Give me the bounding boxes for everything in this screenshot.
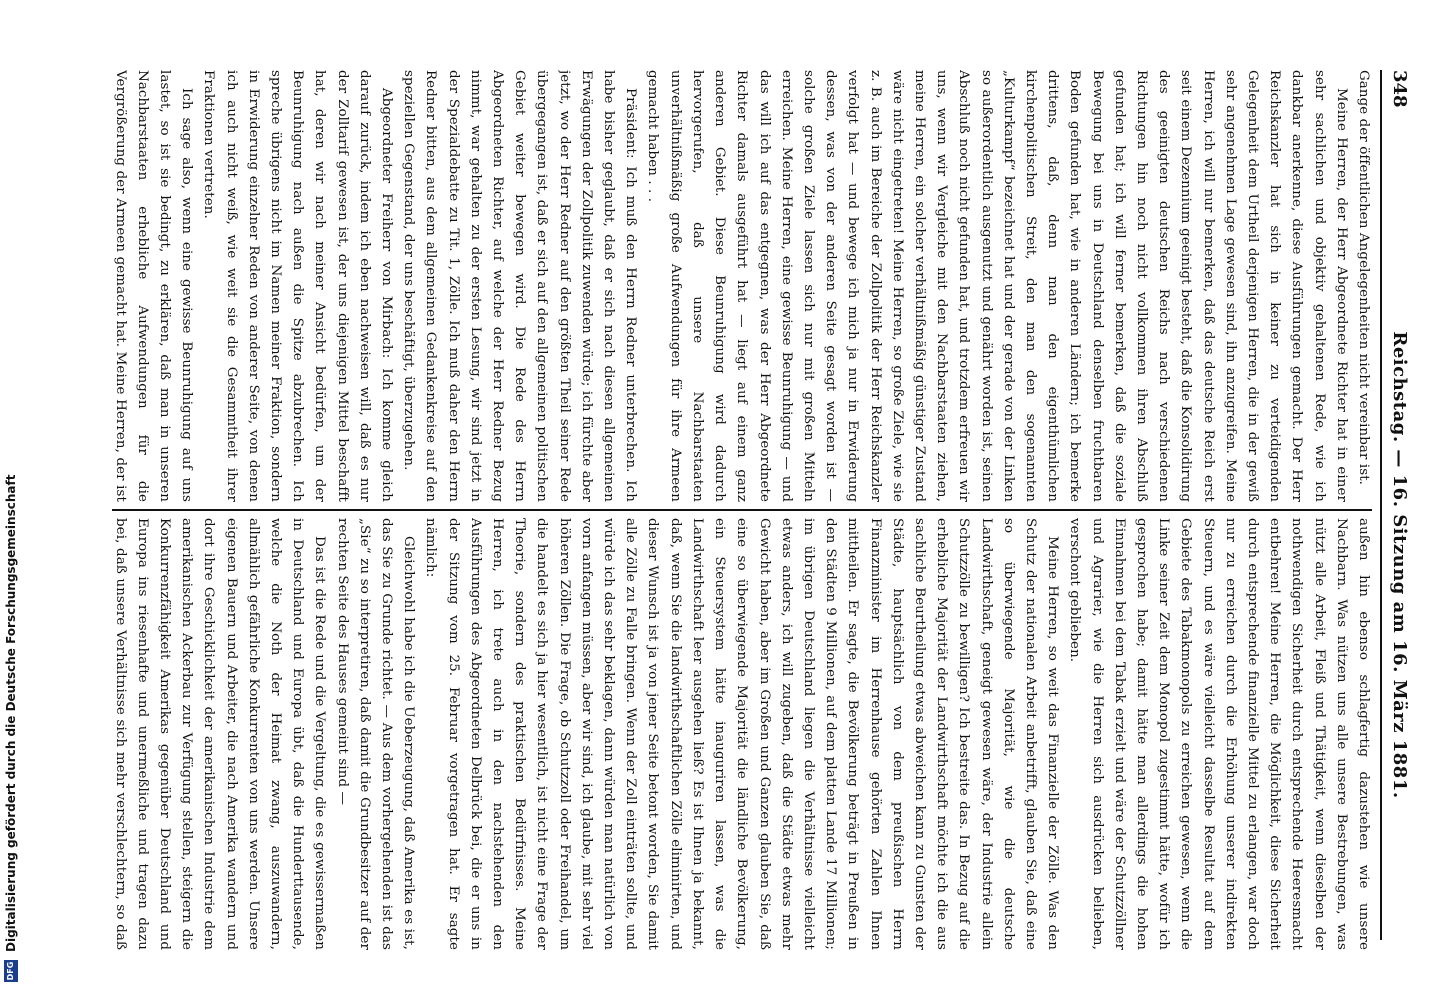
paragraph: außen hin ebenso schlagfertig dazustehen wie unsere Nachbarn. Was nützen uns alle unsere Bestrebungen, was nützt alle Arbeit, Fleiß und Thätigkeit, wenn dieselben der nothwendigen Sicherheit durch entsprechende Heeresmacht entbehren! Meine Herren, die Möglichkeit, diese Sicherheit durch entsprechende finanzielle Mittel zu erlangen, war doch nur zu erreichen durch die Erhöhung unserer indirekten Steuern, und es wäre vielleicht dasselbe Resultat auf dem Gebiete des Tabakmonopols zu erreichen gewesen, wenn die Linke seiner Zeit dem Monopol zugestimmt hätte, wofür ich gesprochen habe; damit hätte man allerdings die hohen Einnahmen bei dem Tabak erzielt und wäre der Schutzzöllner und Agrarier, wie die Herren sich ausdrücken belieben, verschont geblieben. bbox=[1067, 518, 1371, 950]
page-number: 348 bbox=[1389, 70, 1411, 108]
column-divider bbox=[112, 509, 1372, 511]
paragraph: Präsident: Ich muß den Herrn Redner unterbrechen. Ich habe bisher geglaubt, daß er sich nach diesen allgemeinen Erwägungen der Zollpolitik zuwenden würde; ich fürchte aber jetzt, wo der Herr Redner auf den größten Theil seiner Rede übergegangen ist, daß er sich auf den allgemeinen politischen Gebiet weiter bewegen wird. Die Rede des Herrn Abgeordneten Richter, auf welche der Herr Redner Bezug nimmt, war gehalten zu der ersten Lesung, wir sind jetzt in der Spezialdebatte zu Tit. 1, Zölle. Ich muß daher den Herrn Redner bitten, aus dem allgemeinen Gedankenkreise auf den speziellen Gegenstand, der uns beschäftigt, überzugehen. bbox=[401, 70, 639, 502]
paragraph: Gange der öffentlichen Angelegenheiten nicht vereinbar ist. bbox=[1356, 70, 1371, 486]
paragraph: Meine Herren, der Herr Abgeordnete Richter hat in einer sehr sachlichen und objektiv gehaltenen Rede, wie ich dankbar anerkenne, diese Ausführungen gemacht. Der Herr Reichskanzler hat sich in keiner zu verteidigenden Gelegenheit dem Urtheil derjenigen Herren, die in der gewiß sehr angenehmen Lage gewesen sind, ihn anzugreifen. Meine Herren, ich will nur bemerken, daß das deutsche Reich erst seit einem Dezennium geeinigt besteht, daß die Konsolidirung des geeinigten deutschen Reichs nach verschiedenen Richtungen hin noch nicht vollkommen ihren Abschluß gefunden hat; ich will ferner bemerken, daß die soziale Bewegung bei uns in Deutschland denselben fruchtbaren Boden gefunden hat, wie in anderen Ländern; ich bemerke drittens, daß, denn man den eigenthümlichen kirchenpolitischen Streit, den man den sogenannten „Kulturkampf“ bezeichnet hat und der gerade von der Linken so außerordentlich ausgenutzt und genährt worden ist, seinen Abschluß noch nicht gefunden hat, und trotzdem erfreuen wir uns, wenn wir Vergleiche mit den Nachbarstaaten ziehen, meine Herren, ein solcher verhältnißmäßig günstiger Zustand wäre nicht eingetreten! Meine Herren, so große Ziele, wie sie z. B. auch im Bereiche der Zollpolitik der Herr Reichskanzler verfolgt hat — und bewege ich mich ja nur in Erwiderung dessen, was von der anderen Seite gesagt worden ist — solche großen Ziele lassen sich nur mit großen Mitteln erreichen. Meine Herren, eine gewisse Beunruhigung — und das will ich auf das entgegnen, was der Herr Abgeordnete Richter damals ausgeführt hat — liegt auf einem ganz anderen Gebiet. Diese Beunruhigung wird dadurch hervorgerufen, daß unsere Nachbarstaaten unverhältnißmäßig große Aufwendungen für ihre Armeen gemacht haben . . . bbox=[645, 70, 1349, 502]
paragraph: Abgeordneter Freiherr von Mirbach: Ich komme gleich darauf zurück, indem ich eben nachweisen will, daß es nur der Zolltarif gewesen ist, der uns diejenigen Mittel beschafft hat, deren wir nach meiner Ansicht bedürfen, um der Beunruhigung nach außen die Spitze abzubrechen. Ich spreche übrigens nicht im Namen meiner Fraktion, sondern in Erwiderung einzelner Reden von anderer Seite, von denen ich auch nicht weiß, wie weit sie die Gesammtheit ihrer Fraktionen vertreten. bbox=[201, 70, 395, 502]
digitization-credit bbox=[2, 0, 20, 1000]
footer-strip bbox=[0, 0, 24, 1000]
quote-paragraph: Gleichwohl habe ich die Ueberzeugung, daß Amerika es ist, das Sie zu Grunde richtet. — Aus dem vorhergehenden ist das „Sie“ zu so interpretiren, daß damit die Grundbesitzer auf der rechten Seite des Hauses gemeint sind — bbox=[334, 518, 417, 950]
page-header bbox=[1380, 70, 1418, 940]
paragraph: Ich sage also, wenn eine gewisse Beunruhigung auf uns lastet, so ist sie bedingt, zu erklären, daß man in unseren Nachbarstaaten erhebliche Aufwendungen für die Vergrößerung der Armeen gemacht hat. Meine Herren, der ist bbox=[112, 70, 195, 502]
paragraph: Meine Herren, so weit das Finanzielle der Zölle. Was den Schutz der nationalen Arbeit anbetrifft, glauben Sie, daß eine so überwiegende Majorität, wie die deutsche Landwirthschaft, geneigt gewesen wäre, der Industrie allein Schutzzölle zu bewilligen? Ich bestreite das. In Bezug auf die erhebliche Majorität der Landwirthschaft möchte ich die aus sachliche Beurtheilung etwas abweichen kann zu Gunsten der Städte, hauptsächlich von dem preußischen Herrn Finanzminister im Herrenhause gehörten Zahlen Ihnen mittheilen. Er sagte, die Bevölkerung beträgt in Preußen in den Städten 9 Millionen, auf dem platten Lande 17 Millionen; im übrigen Deutschland liegen die Verhältnisse vielleicht etwas anders, ich will zugeben, daß die Städte etwas mehr Gewicht haben, aber im Großen und Ganzen glauben Sie, daß eine so überwiegende Majorität die ländliche Bevölkerung, ein Steuersystem hätte inauguriren lassen, was die Landwirthschaft leer ausgehen ließ? Es ist Ihnen ja bekannt, daß, wenn Sie die landwirthschaftlichen Zölle eliminirten, und dieser Wunsch ist ja von jener Seite betont worden, Sie damit alle Zölle zu Falle bringen. Wenn der Zoll einträten sollte, und würde ich das sehr beklagen, dann würden man natürlich von vorn anfangen müssen, aber wir sind, ich glaube, mit sehr viel höheren Zöllen. Die Frage, ob Schutzzoll oder Freihandel, um die handelt es sich ja hier wesentlich, ist nicht eine Frage der Theorie, sondern des praktischen Bedürfnisses. Meine Herren, ich trete auch in den nachstehenden den Ausführungen des Abgeordneten Delbrück bei, die er uns in der Sitzung vom 25. Februar vorgetragen hat. Er sagte nämlich: bbox=[423, 518, 1061, 950]
document-page bbox=[92, 0, 1432, 1000]
dfg-logo-icon: DFG bbox=[4, 960, 18, 982]
paragraph: Das ist die Rede und die Vergeltung, die es gewissermaßen in Deutschland und Europa übt, daß die Hunderttausende, welche die Noth der Heimat zwang, auszuwandern, allmählich gefährliche Konkurrenten von uns werden. Unsere eigenen Bauern und Arbeiter, die nach Amerika wandern und dort ihre Geschicklichkeit der amerikanischen Industrie dem amerikanischen Ackerbau zur Verfügung stellen, steigern die Konkurrenzfähigkeit Amerikas gegenüber Deutschland und Europa ins riesenhafte und unermeßliche und tragen dazu bei, daß unsere Verhältnisse sich mehr verschlechtern, so daß bbox=[112, 518, 328, 950]
credit-text: Digitalisierung gefördert durch die Deutsche Forschungsgemeinschaft bbox=[4, 474, 18, 952]
running-title: Reichstag. — 16. Sitzung am 16. März 1881. bbox=[1389, 331, 1411, 799]
left-column bbox=[104, 70, 1374, 502]
right-column bbox=[104, 518, 1374, 950]
